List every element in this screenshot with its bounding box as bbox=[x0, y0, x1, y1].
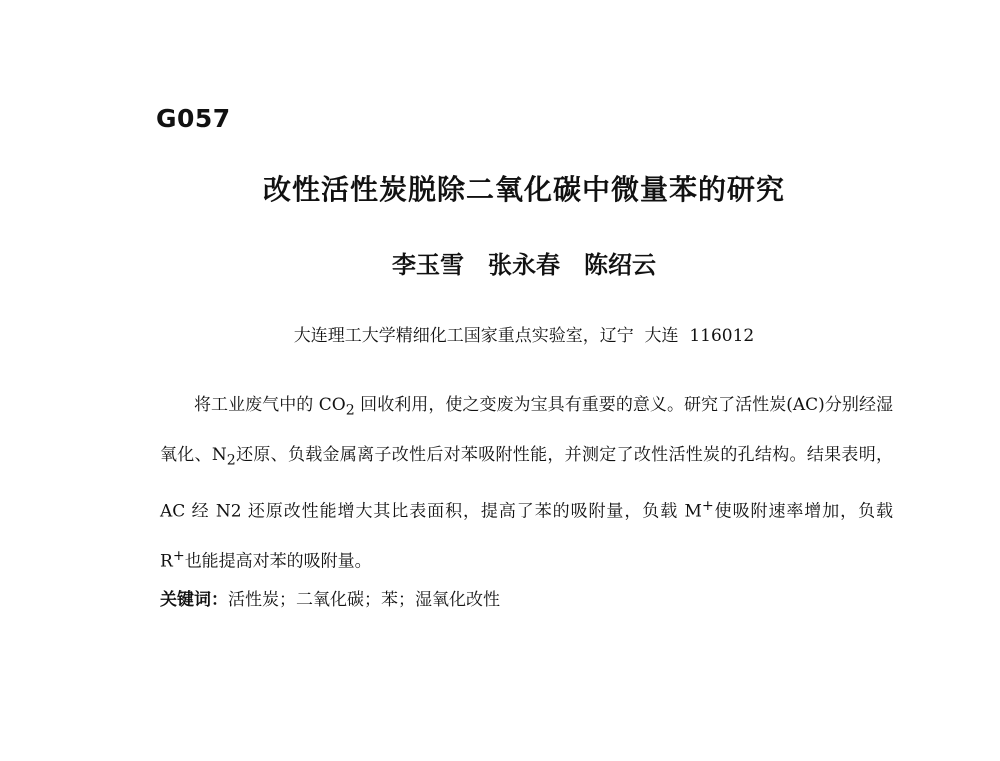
abstract-text: 使吸附速率增加，负载 R bbox=[160, 501, 893, 573]
keywords bbox=[160, 585, 500, 610]
abstract-superscript: + bbox=[172, 548, 185, 565]
abstract-text: 还原、负载金属离子改性后对苯吸附性能，并测定了改性活性炭的孔结构。结果表明，AC 经 N2 还原改性能增大其比表面积，提高了苯的吸附量，负载 M bbox=[160, 445, 894, 522]
paper-code: G057 bbox=[156, 104, 231, 133]
abstract-text: 也能提高对苯的吸附量。 bbox=[184, 552, 372, 573]
keywords-label: 关键词： bbox=[160, 590, 228, 610]
author-list: 李玉雪 张永春 陈绍云 bbox=[392, 251, 656, 279]
keywords-text: 活性炭；二氧化碳；苯；湿氧化改性 bbox=[228, 590, 500, 610]
abstract-superscript: + bbox=[701, 497, 714, 514]
paper-title: 改性活性炭脱除二氧化碳中微量苯的研究 bbox=[262, 173, 785, 206]
abstract-subscript: 2 bbox=[226, 452, 236, 469]
abstract-text: 回收利用，使之变废为宝具有重要的意义。研究了活性炭(AC)分别经湿氧化、N bbox=[160, 395, 893, 466]
abstract-text: 将工业废气中的 CO bbox=[194, 395, 346, 415]
abstract bbox=[160, 383, 893, 585]
affiliation: 大连理工大学精细化工国家重点实验室，辽宁 大连 116012 bbox=[293, 326, 755, 346]
abstract-subscript: 2 bbox=[345, 402, 355, 419]
